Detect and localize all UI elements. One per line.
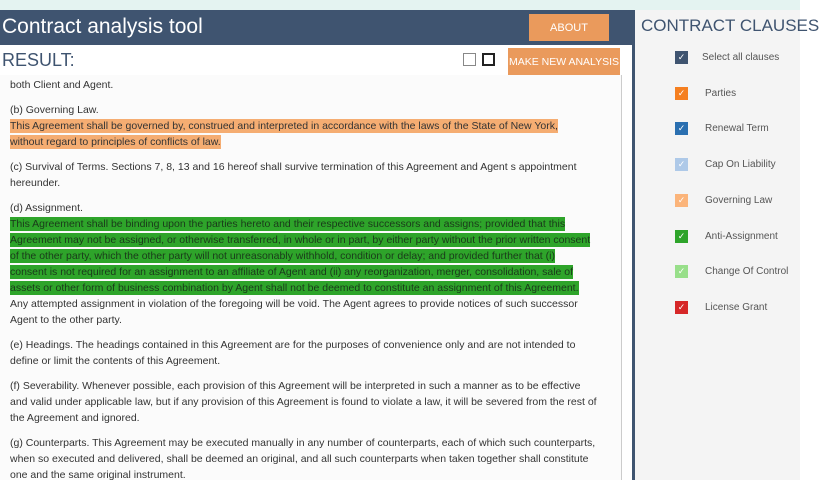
document-text: (e) Headings. The headings contained in this Agreement are for the purposes of convenience only and are not intended to [10,339,576,351]
green-highlighted-clause: assets or other form of business combination by Agent shall not be deemed to constitute an assignment of this Agreement. [10,282,579,294]
make-new-analysis-button[interactable]: MAKE NEW ANALYSIS [508,48,620,76]
document-paragraph [10,159,621,191]
top-strip [0,0,800,10]
document-paragraph [10,77,621,93]
document-line [10,394,621,410]
document-line [10,118,621,134]
document-text: (c) Survival of Terms. Sections 7, 8, 13 and 16 hereof shall survive termination of this Agreement and Agent s appointment [10,161,577,173]
clause-filter-label: Anti-Assignment [705,230,778,242]
document-text: (d) Assignment. [10,202,83,214]
document-paragraph [10,378,621,426]
app-title: Contract analysis tool [2,15,203,38]
document-text: and valid under applicable law, but if any provision of this Agreement is found to violate a law, it will be severed from the rest of [10,396,597,408]
clause-filter-item[interactable] [675,87,736,100]
document-line [10,296,621,312]
document-text: (g) Counterparts. This Agreement may be executed manually in any number of counterparts, each of which such counterparts, [10,437,596,449]
clause-filter-label: Governing Law [705,194,773,206]
document-text: define or limit the contents of this Agreement. [10,355,221,367]
document-paragraph [10,200,621,328]
checkbox-checked-icon[interactable]: ✓ [675,122,688,135]
document-line [10,200,621,216]
app-header [0,10,632,45]
sidebar-title: CONTRACT CLAUSES [641,16,819,35]
view-toggle-checkbox[interactable] [463,53,476,66]
checkbox-checked-icon[interactable]: ✓ [675,301,688,314]
document-line [10,159,621,175]
document-text: Agent to the other party. [10,314,122,326]
document-text: both Client and Agent. [10,79,114,91]
clause-filter-label: Select all clauses [702,52,780,63]
document-text: one and the same original instrument. [10,469,186,481]
document-line [10,248,621,264]
document-line [10,216,621,232]
clause-filter-item[interactable] [675,194,772,207]
document-line [10,175,621,191]
checkbox-checked-icon[interactable]: ✓ [675,158,688,171]
document-text: Any attempted assignment in violation of the foregoing will be void. The Agent agrees to provide notices of such successor [10,298,578,310]
result-label: RESULT: [2,50,75,70]
orange-highlighted-clause: without regard to principles of conflicts of law. [10,136,221,148]
orange-highlighted-clause: This Agreement shall be governed by, construed and interpreted in accordance with the laws of the State of New York, [10,120,558,132]
document-text: hereunder. [10,177,61,189]
checkbox-checked-icon[interactable]: ✓ [675,51,688,64]
result-bar [0,45,632,75]
green-highlighted-clause: Agreement may not be assigned, or otherwise transferred, in whole or in part, by either party without the prior written consent [10,234,591,246]
clause-filter-label: Cap On Liability [705,159,776,171]
result-document[interactable] [0,75,622,480]
document-text: when so executed and delivered, shall be deemed an original, and all such counterparts when taken together shall constitute [10,453,589,465]
about-button[interactable]: ABOUT [529,14,609,41]
green-highlighted-clause: of the other party, which the other party will not unreasonably withhold, condition or delay; and provided further that (i) [10,250,555,262]
document-line [10,77,621,93]
clause-filter-label: License Grant [705,301,768,313]
green-highlighted-clause: This Agreement shall be binding upon the parties hereto and their respective successors and assigns; provided that this [10,218,566,230]
document-line [10,353,621,369]
clause-sidebar [632,10,819,480]
clause-filter-item[interactable] [675,122,769,135]
clause-filter-item[interactable] [675,265,788,278]
clause-filter-item[interactable] [675,230,778,243]
document-line [10,102,621,118]
document-line [10,264,621,280]
document-line [10,451,621,467]
document-line [10,467,621,483]
document-line [10,232,621,248]
document-text: (f) Severability. Whenever possible, each provision of this Agreement will be interpreted in such a manner as to be effective [10,380,581,392]
clause-filter-label: Parties [705,87,737,99]
document-line [10,410,621,426]
clause-filter-item[interactable] [675,158,776,171]
view-toggle-checkbox[interactable] [482,53,495,66]
checkbox-checked-icon[interactable]: ✓ [675,230,688,243]
clause-filter-item[interactable] [675,51,779,64]
green-highlighted-clause: consent is not required for an assignment to an affiliate of Agent and (ii) any reorganization, merger, consolidation, sale of [10,266,574,278]
document-paragraph [10,102,621,150]
document-line [10,134,621,150]
document-line [10,378,621,394]
document-text: the Agreement and ignored. [10,412,140,424]
clause-filter-label: Change Of Control [705,266,789,278]
document-line [10,312,621,328]
clause-filter-label: Renewal Term [705,123,769,135]
document-paragraph [10,337,621,369]
document-line [10,280,621,296]
document-line [10,435,621,451]
document-text: (b) Governing Law. [10,104,99,116]
checkbox-checked-icon[interactable]: ✓ [675,194,688,207]
document-paragraph [10,435,621,483]
clause-filter-item[interactable] [675,301,767,314]
checkbox-checked-icon[interactable]: ✓ [675,265,688,278]
checkbox-checked-icon[interactable]: ✓ [675,87,688,100]
document-line [10,337,621,353]
